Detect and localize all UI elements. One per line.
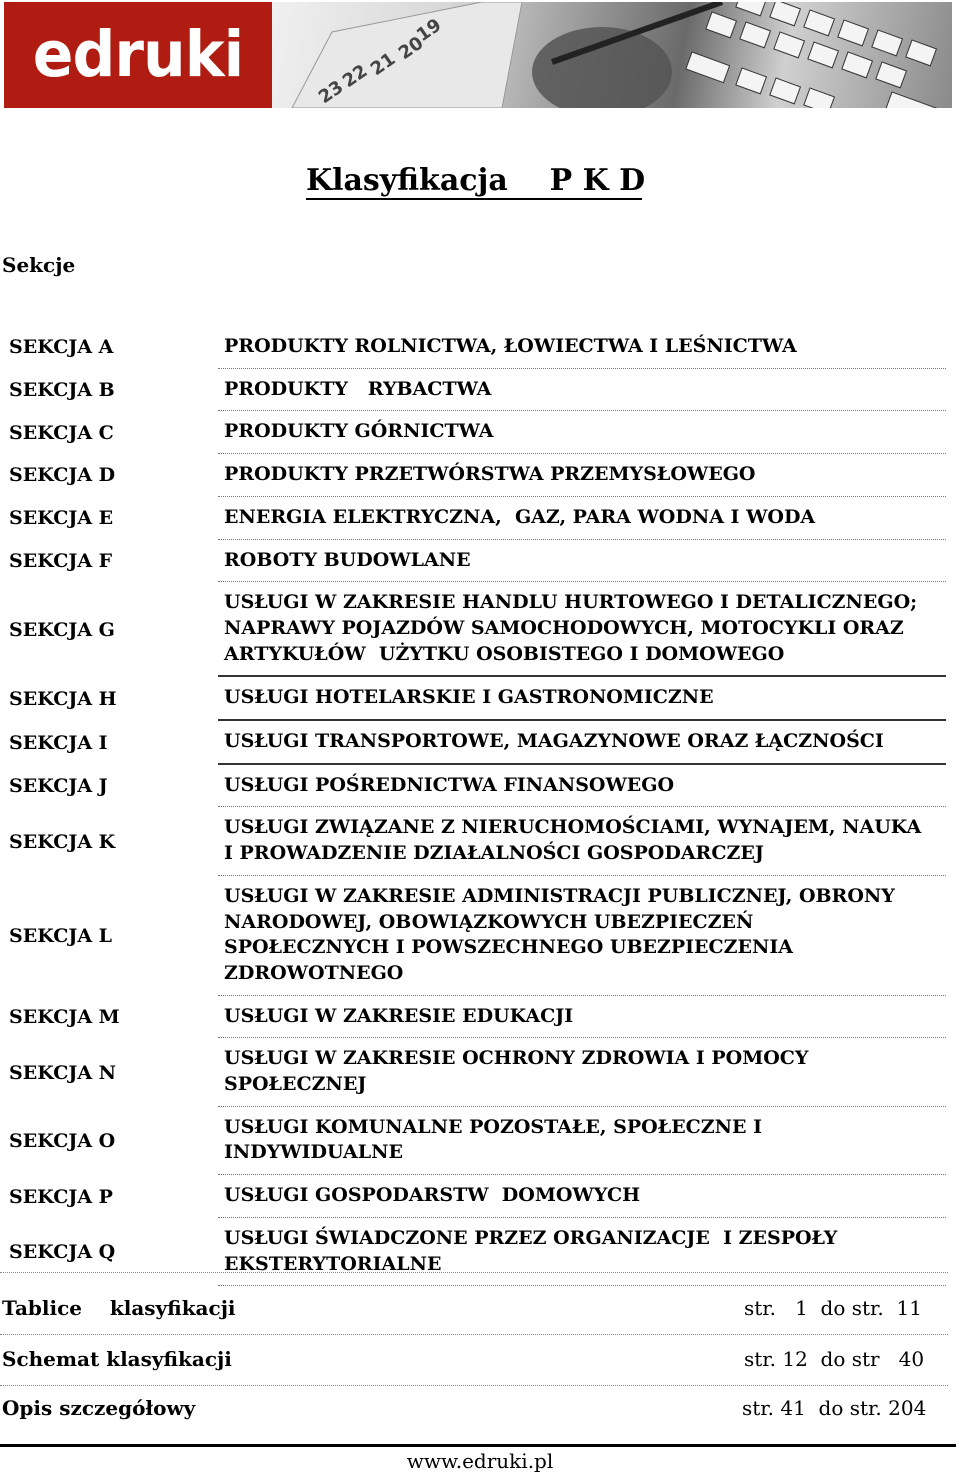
section-description-line: EKSTERYTORIALNE <box>224 1252 442 1275</box>
section-description-line: PRODUKTY ROLNICTWA, ŁOWIECTWA I LEŚNICTWA <box>224 335 797 357</box>
logo-text: edruki <box>32 18 244 92</box>
section-description-line: PRODUKTY GÓRNICTWA <box>224 420 494 443</box>
section-description <box>218 1175 946 1218</box>
calendar-keyboard-illustration <box>272 2 952 108</box>
section-description <box>218 721 946 765</box>
section-description-line: PRODUKTY RYBACTWA <box>224 377 492 400</box>
section-description-line: USŁUGI GOSPODARSTW DOMOWYCH <box>224 1184 641 1207</box>
section-row <box>6 1107 946 1175</box>
section-code: SEKCJA F <box>9 549 113 572</box>
section-row <box>6 497 946 540</box>
section-description <box>218 411 946 454</box>
toc-pages: str. 12 do str 40 <box>744 1347 925 1371</box>
section-row <box>6 996 946 1039</box>
section-description-line: NAPRAWY POJAZDÓW SAMOCHODOWYCH, MOTOCYKLI ORAZ <box>224 616 904 639</box>
section-code: SEKCJA G <box>9 618 115 641</box>
toc-pages: str. 41 do str. 204 <box>742 1396 927 1420</box>
section-description <box>218 497 946 540</box>
section-description-line: USŁUGI HOTELARSKIE I GASTRONOMICZNE <box>224 686 714 709</box>
section-description-line: USŁUGI ŚWIADCZONE PRZEZ ORGANIZACJE I ZESPOŁY <box>224 1226 838 1249</box>
section-description-line: USŁUGI W ZAKRESIE OCHRONY ZDROWIA I POMOCY <box>224 1047 809 1070</box>
toc-label: Tablice klasyfikacji <box>2 1296 236 1320</box>
section-description <box>218 677 946 721</box>
sections-heading: Sekcje <box>2 253 76 277</box>
section-description-line: ROBOTY BUDOWLANE <box>224 548 471 571</box>
section-description-line: USŁUGI W ZAKRESIE HANDLU HURTOWEGO I DETALICZNEGO; <box>224 591 918 614</box>
section-description-line: ZDROWOTNEGO <box>224 961 404 984</box>
section-description-line: SPOŁECZNEJ <box>224 1073 367 1096</box>
section-row <box>6 1038 946 1106</box>
section-code: SEKCJA H <box>9 688 117 711</box>
photo-number: 20 <box>394 32 428 65</box>
section-code: SEKCJA Q <box>9 1241 116 1264</box>
section-code: SEKCJA L <box>9 924 113 947</box>
banner-photo <box>272 2 952 108</box>
section-code: SEKCJA P <box>9 1185 113 1208</box>
section-description <box>218 369 946 412</box>
section-description-line: USŁUGI W ZAKRESIE ADMINISTRACJI PUBLICZNEJ, OBRONY <box>224 884 895 907</box>
section-description-line: SPOŁECZNYCH I POWSZECHNEGO UBEZPIECZENIA <box>224 936 793 959</box>
section-row <box>6 411 946 454</box>
header-banner <box>4 2 952 108</box>
section-row <box>6 876 946 996</box>
section-description-line: USŁUGI ZWIĄZANE Z NIERUCHOMOŚCIAMI, WYNAJEM, NAUKA <box>224 816 922 839</box>
section-code: SEKCJA D <box>9 464 116 487</box>
toc-row-description <box>2 1396 942 1420</box>
section-row <box>6 582 946 677</box>
section-description-line: USŁUGI KOMUNALNE POZOSTAŁE, SPOŁECZNE I <box>224 1115 763 1138</box>
section-description <box>218 1218 946 1286</box>
section-description <box>218 1038 946 1106</box>
section-description-line: NARODOWEJ, OBOWIĄZKOWYCH UBEZPIECZEŃ <box>224 910 754 933</box>
section-code: SEKCJA O <box>9 1129 116 1152</box>
section-row <box>6 677 946 721</box>
section-row <box>6 765 946 808</box>
section-row <box>6 454 946 497</box>
section-description-line: ENERGIA ELEKTRYCZNA, GAZ, PARA WODNA I WODA <box>224 505 816 528</box>
page-title: Klasyfikacja P K D <box>306 163 646 198</box>
section-description-line: USŁUGI POŚREDNICTWA FINANSOWEGO <box>224 773 675 796</box>
section-description <box>218 876 946 996</box>
section-code: SEKCJA A <box>9 336 114 359</box>
sections-table <box>6 326 946 1286</box>
toc-row-schema <box>2 1347 942 1371</box>
section-code: SEKCJA B <box>9 379 115 402</box>
section-code: SEKCJA K <box>9 830 116 853</box>
section-description <box>218 1107 946 1175</box>
divider <box>0 1272 948 1273</box>
section-description-line: ARTYKUŁÓW UŻYTKU OSOBISTEGO I DOMOWEGO <box>224 642 785 665</box>
photo-number: 23 <box>314 76 348 108</box>
section-row <box>6 1175 946 1218</box>
section-description <box>218 326 946 369</box>
section-description <box>218 540 946 583</box>
section-description-line: USŁUGI W ZAKRESIE EDUKACJI <box>224 1004 574 1027</box>
divider <box>0 1334 948 1335</box>
section-code: SEKCJA E <box>9 507 114 530</box>
section-row <box>6 807 946 875</box>
section-description <box>218 996 946 1039</box>
section-code: SEKCJA I <box>9 731 108 754</box>
section-description-line: USŁUGI TRANSPORTOWE, MAGAZYNOWE ORAZ ŁĄCZNOŚCI <box>224 730 884 753</box>
photo-number: 19 <box>412 14 446 47</box>
section-code: SEKCJA J <box>9 775 108 798</box>
section-description-line: INDYWIDUALNE <box>224 1141 403 1164</box>
edruki-logo <box>4 2 272 108</box>
section-description <box>218 582 946 677</box>
section-description <box>218 807 946 875</box>
section-row <box>6 540 946 583</box>
section-row <box>6 1218 946 1286</box>
section-description <box>218 454 946 497</box>
toc-row-tables <box>2 1296 942 1320</box>
toc-label: Schemat klasyfikacji <box>2 1347 232 1371</box>
section-row <box>6 721 946 765</box>
footer-url: www.edruki.pl <box>406 1449 554 1473</box>
section-description <box>218 765 946 808</box>
section-code: SEKCJA N <box>9 1061 117 1084</box>
section-code: SEKCJA M <box>9 1006 120 1028</box>
photo-number: 22 <box>338 60 372 93</box>
footer-rule <box>0 1444 956 1447</box>
section-code: SEKCJA C <box>9 421 114 444</box>
section-row <box>6 326 946 369</box>
toc-label: Opis szczegółowy <box>2 1396 196 1420</box>
photo-number: 21 <box>366 48 400 81</box>
toc-pages: str. 1 do str. 11 <box>744 1296 922 1320</box>
section-description-line: PRODUKTY PRZETWÓRSTWA PRZEMYSŁOWEGO <box>224 463 756 486</box>
section-row <box>6 369 946 412</box>
divider <box>0 1385 948 1386</box>
section-description-line: I PROWADZENIE DZIAŁALNOŚCI GOSPODARCZEJ <box>224 842 764 865</box>
